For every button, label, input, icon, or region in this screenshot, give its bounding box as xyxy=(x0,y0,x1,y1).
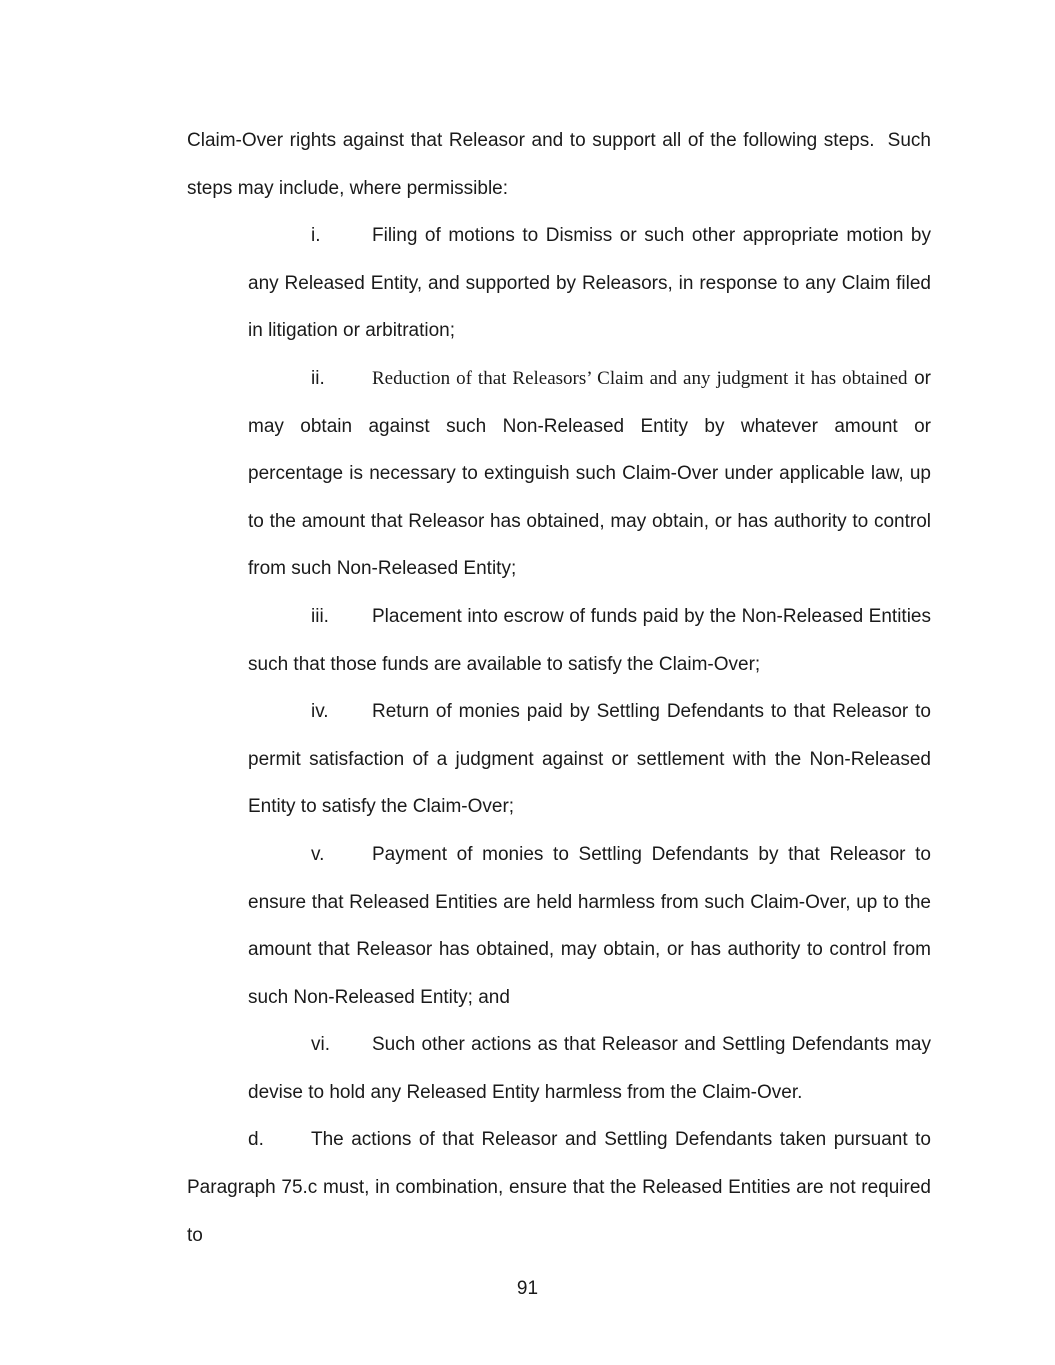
list-marker: i. xyxy=(311,225,321,247)
intro-text: Claim-Over rights against that Releasor and to support all of the following steps. Such steps may include, where permissible: xyxy=(187,130,931,199)
list-item-text: Return of monies paid by Settling Defendants to that Releasor to permit satisfaction of a judgment against or settlement with the Non-Released Entity to satisfy the Claim-Over; xyxy=(248,701,931,818)
list-item xyxy=(248,593,931,688)
page-number: 91 xyxy=(516,1278,539,1299)
intro-paragraph xyxy=(187,117,931,212)
list-marker: iii. xyxy=(311,605,329,627)
list-item-text: Filing of motions to Dismiss or such other appropriate motion by any Released Entity, and supported by Releasors, in response to any Claim filed in litigation or arbitration; xyxy=(248,225,931,342)
paragraph-d xyxy=(187,1116,931,1259)
list-item-text: Payment of monies to Settling Defendants by that Releasor to ensure that Released Entities are held harmless from such Claim-Over, up to the amount that Releasor has obtained, may obtain, or has authority to control from such Non-Released Entity; and xyxy=(248,843,931,1008)
document-body xyxy=(187,117,931,1259)
paragraph-d-text: The actions of that Releasor and Settling Defendants taken pursuant to Paragraph 75.c must, in combination, ensure that the Released Entities are not required to xyxy=(187,1129,931,1246)
paragraph-marker: d. xyxy=(248,1129,264,1151)
list-item xyxy=(248,688,931,831)
steps-list xyxy=(187,212,931,1116)
list-marker: ii. xyxy=(311,367,325,389)
list-item-text: Placement into escrow of funds paid by the Non-Released Entities such that those funds are available to satisfy the Claim-Over; xyxy=(248,605,931,675)
list-item-text: or may obtain against such Non-Released Entity by whatever amount or percentage is necessary to extinguish such Claim-Over under applicable law, up to the amount that Releasor has obtained, may obtain, or has authority to control from such Non-Released Entity; xyxy=(248,367,931,580)
list-item xyxy=(248,355,931,593)
list-item-text-serif: Reduction of that Releasors’ Claim and any judgment it has obtained xyxy=(372,367,908,389)
list-item-text: Such other actions as that Releasor and Settling Defendants may devise to hold any Released Entity harmless from the Claim-Over. xyxy=(248,1034,931,1103)
list-item xyxy=(248,212,931,355)
list-marker: v. xyxy=(311,843,325,865)
list-item xyxy=(248,1021,931,1116)
list-marker: vi. xyxy=(311,1034,330,1056)
list-marker: iv. xyxy=(311,701,329,723)
list-item xyxy=(248,831,931,1021)
